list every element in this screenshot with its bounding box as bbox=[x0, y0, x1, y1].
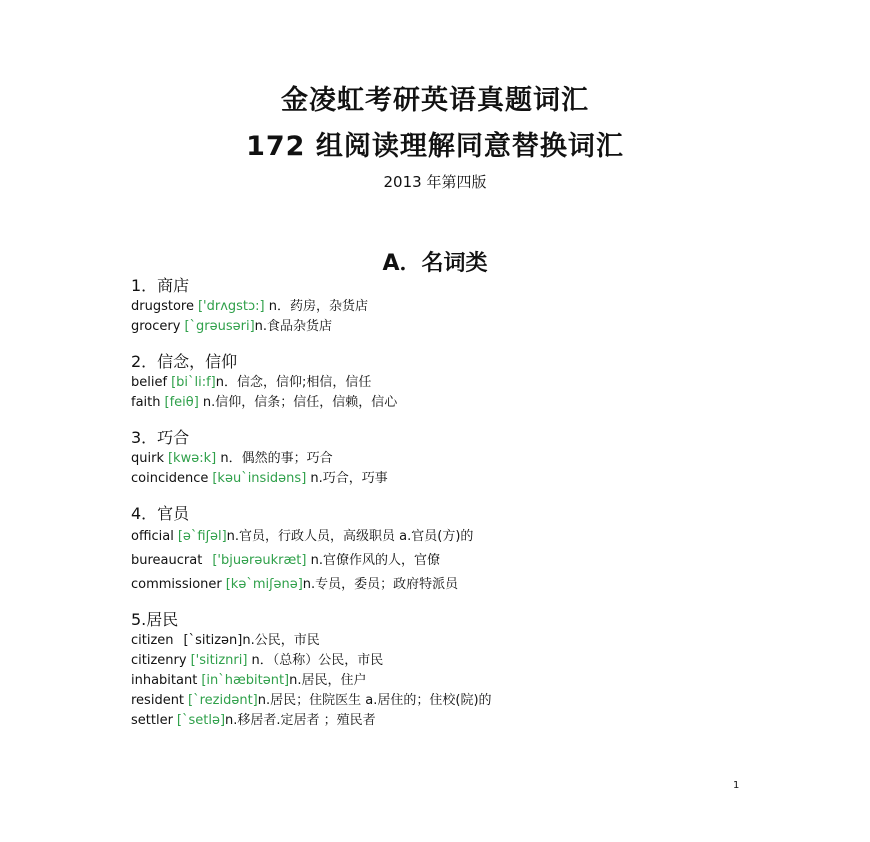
entry-word: citizen bbox=[131, 633, 174, 648]
entry-definition: n.官僚作风的人，官僚 bbox=[306, 553, 440, 568]
entry-word: settler bbox=[131, 713, 173, 728]
entry-definition: n.居民；住院医生 a.居住的；住校(院)的 bbox=[257, 693, 492, 708]
section-heading: 3．巧合 bbox=[131, 428, 190, 447]
entry-definition: n.食品杂货店 bbox=[254, 319, 333, 334]
entry-definition: n.信仰，信条；信任，信赖，信心 bbox=[198, 395, 398, 410]
entry-phonetic: ['drʌgstɔ:] bbox=[197, 299, 265, 314]
vocab-entry bbox=[131, 671, 811, 691]
vocab-entry bbox=[131, 631, 811, 651]
vocab-section bbox=[131, 609, 811, 731]
entry-word: quirk bbox=[131, 451, 164, 466]
entry-word: bureaucrat bbox=[131, 553, 203, 568]
section-heading: 5.居民 bbox=[131, 610, 179, 629]
entry-phonetic: [ˋgrəusəri] bbox=[184, 319, 255, 334]
entry-phonetic: [inˋhæbitənt] bbox=[201, 673, 290, 688]
entry-definition: n.巧合，巧事 bbox=[306, 471, 388, 486]
vocab-entry bbox=[131, 549, 811, 573]
page-number: 1 bbox=[733, 780, 740, 791]
entry-definition: n．（总称）公民，市民 bbox=[247, 653, 384, 668]
section-heading: 2．信念，信仰 bbox=[131, 352, 238, 371]
entry-phonetic: [kəˋmiʃənə] bbox=[225, 577, 303, 592]
entry-word: coincidence bbox=[131, 471, 209, 486]
category-heading: A．名词类 bbox=[382, 251, 488, 276]
vocab-entry bbox=[131, 525, 811, 549]
entry-word: commissioner bbox=[131, 577, 222, 592]
entry-word: official bbox=[131, 529, 174, 544]
entry-word: grocery bbox=[131, 319, 181, 334]
vocab-entry bbox=[131, 297, 811, 317]
entry-definition: n.公民，市民 bbox=[242, 633, 320, 648]
entry-phonetic: ['sitiznri] bbox=[190, 653, 248, 668]
vocab-entry bbox=[131, 711, 811, 731]
vocab-entry bbox=[131, 469, 811, 489]
entry-word: drugstore bbox=[131, 299, 194, 314]
vocab-section bbox=[131, 427, 811, 489]
entry-phonetic: [əˋfiʃəl] bbox=[177, 529, 227, 544]
entry-definition: n．药房，杂货店 bbox=[264, 299, 368, 314]
section-heading: 1．商店 bbox=[131, 276, 190, 295]
document-title: 金凌虹考研英语真题词汇 bbox=[281, 85, 589, 116]
entry-word: faith bbox=[131, 395, 161, 410]
vocab-entry bbox=[131, 573, 811, 597]
vocab-entry bbox=[131, 317, 811, 337]
document-subtitle: 172 组阅读理解同意替换词汇 bbox=[246, 131, 624, 162]
entry-word: belief bbox=[131, 375, 168, 390]
entry-phonetic: ['bjuərəukræt] bbox=[212, 553, 307, 568]
vocab-section bbox=[131, 503, 811, 597]
vocab-entry bbox=[131, 691, 811, 711]
section-heading: 4．官员 bbox=[131, 504, 190, 523]
entry-definition: n.官员，行政人员，高级职员 a.官员(方)的 bbox=[226, 529, 474, 544]
entry-definition: n.居民，住户 bbox=[289, 673, 367, 688]
vocab-entry bbox=[131, 373, 811, 393]
entry-phonetic: [ˋrezidənt] bbox=[188, 693, 258, 708]
entry-phonetic: [biˋli:f] bbox=[171, 375, 216, 390]
entry-phonetic: [feiθ] bbox=[164, 395, 199, 410]
entry-word: resident bbox=[131, 693, 185, 708]
entry-definition: n.移居者.定居者 ；殖民者 bbox=[225, 713, 376, 728]
entry-word: citizenry bbox=[131, 653, 187, 668]
vocab-section bbox=[131, 351, 811, 413]
entry-definition: n．偶然的事；巧合 bbox=[216, 451, 333, 466]
entry-phonetic: [ˋsetlə] bbox=[176, 713, 226, 728]
entry-phonetic: [kəuˋinsidəns] bbox=[212, 471, 307, 486]
entry-definition: n．信念，信仰;相信，信任 bbox=[215, 375, 372, 390]
vocab-section bbox=[131, 275, 811, 337]
edition-label: 2013 年第四版 bbox=[383, 173, 487, 191]
entry-phonetic: [ˋsitizən] bbox=[183, 633, 243, 648]
vocab-entry bbox=[131, 651, 811, 671]
vocab-entry bbox=[131, 449, 811, 469]
vocabulary-list bbox=[131, 275, 811, 731]
entry-phonetic: [kwə:k] bbox=[167, 451, 217, 466]
entry-definition: n.专员，委员；政府特派员 bbox=[302, 577, 459, 592]
entry-word: inhabitant bbox=[131, 673, 198, 688]
vocab-entry bbox=[131, 393, 811, 413]
